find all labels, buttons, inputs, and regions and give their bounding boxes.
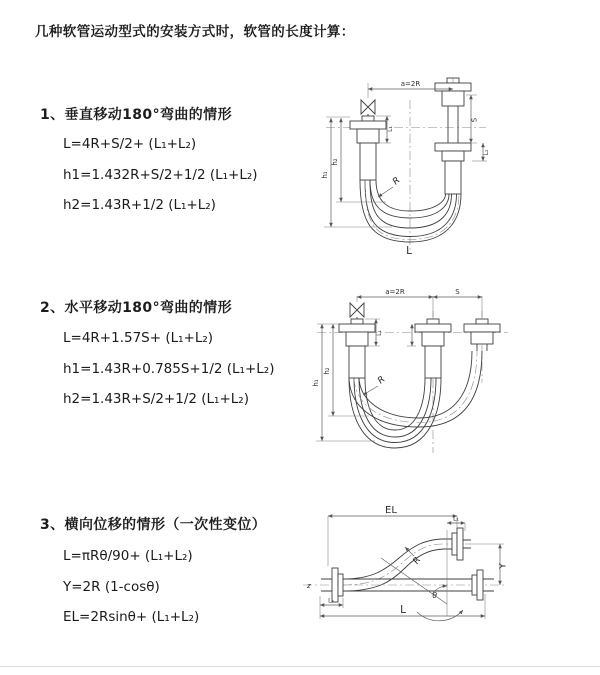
formula-h2: h2=1.43R+S/2+1/2 (L₁+L₂) <box>63 391 249 407</box>
hose-arc <box>349 378 441 448</box>
label-s: S <box>455 288 460 296</box>
page-bottom-rule <box>0 666 600 667</box>
label-h1: h₁ <box>312 379 320 387</box>
label-r: R <box>411 555 424 567</box>
hose-arc <box>370 180 449 218</box>
braid-section <box>360 143 376 180</box>
formula-L: L=πRθ/90+ (L₁+L₂) <box>63 548 193 564</box>
formula-h2: h2=1.43R+1/2 (L₁+L₂) <box>63 197 216 213</box>
section-2-heading: 2、水平移动180°弯曲的情形 <box>40 300 232 316</box>
dimension-l2 <box>320 598 343 609</box>
label-l2: L₂ <box>483 149 490 156</box>
label-theta: θ <box>432 591 437 600</box>
label-r: R <box>376 374 388 387</box>
hose-arc-moved <box>359 351 472 418</box>
hose-centerline-arc <box>354 351 477 423</box>
label-l2: L₂ <box>328 597 334 605</box>
label-h2: h₂ <box>323 367 331 375</box>
hose-assembly <box>321 528 494 602</box>
braid-section <box>349 346 365 378</box>
label-h1: h₁ <box>321 171 329 179</box>
hose-arc <box>359 378 431 437</box>
label-a2r: a=2R <box>400 80 421 88</box>
label-a2r: a=2R <box>385 288 405 296</box>
formula-Y: Y=2R (1-cosθ) <box>63 578 160 595</box>
label-l: L <box>400 604 406 616</box>
label-y: Y <box>498 563 509 569</box>
radius-callout <box>363 375 387 395</box>
right-pipe <box>448 106 458 143</box>
label-l1: L₁ <box>387 126 394 132</box>
label-h2: h₂ <box>331 158 339 166</box>
hose-assembly <box>339 303 500 448</box>
hose-arc-moved <box>349 351 482 427</box>
middle-flange <box>415 319 451 378</box>
formula-L: L=4R+1.57S+ (L₁+L₂) <box>63 330 214 346</box>
label-s: S <box>470 117 479 123</box>
diagram-horizontal-180-bend <box>303 283 595 458</box>
diagram-vertical-180-bend <box>308 70 593 258</box>
left-flange <box>350 116 386 180</box>
construction-geometry <box>306 530 463 621</box>
dimensions <box>312 288 482 441</box>
formula-h1: h1=1.432R+S/2+1/2 (L₁+L₂) <box>63 166 258 183</box>
braid-section <box>445 161 461 194</box>
dimension-s <box>466 95 479 143</box>
left-flange <box>338 574 343 596</box>
dimensions <box>321 78 490 257</box>
label-el: EL <box>385 505 397 516</box>
section-lateral-displacement <box>40 514 266 633</box>
radius-callout <box>378 176 402 197</box>
label-r: R <box>391 175 403 188</box>
hose-assembly <box>350 78 471 242</box>
section-3-heading: 3、横向位移的情形（一次性变位） <box>40 517 267 533</box>
raised-flange <box>452 533 457 555</box>
label-length: L <box>406 245 412 257</box>
hose-arc <box>354 378 436 443</box>
right-flange <box>477 570 483 600</box>
raised-flange <box>457 528 463 560</box>
hose-arc <box>376 180 446 211</box>
section-3-formulas <box>63 541 266 633</box>
right-flange <box>472 575 477 595</box>
left-flange <box>339 319 375 378</box>
formula-L: L=4R+S/2+ (L₁+L₂) <box>63 136 197 152</box>
formula-h1: h1=1.43R+0.785S+1/2 (L₁+L₂) <box>63 360 275 377</box>
section-1-formulas <box>63 129 258 221</box>
valve-icon <box>350 303 364 319</box>
formula-EL: EL=2Rsinθ+ (L₁+L₂) <box>63 609 200 625</box>
section-2-formulas <box>63 323 274 415</box>
dimension-l <box>320 594 485 619</box>
radius-callout <box>405 547 423 566</box>
diagram-lateral-displacement <box>295 498 600 650</box>
valve-icon <box>361 100 375 116</box>
label-l1: L₁ <box>376 330 383 336</box>
label-l1: L₁ <box>453 515 459 523</box>
page-title: 几种软管运动型式的安装方式时，软管的长度计算： <box>35 24 355 40</box>
label-z-mark: z <box>307 582 311 590</box>
dimension-l2 <box>472 143 490 161</box>
right-flange-lower <box>435 143 471 194</box>
section-horizontal-movement <box>40 297 274 415</box>
section-1-heading: 1、垂直移动180°弯曲的情形 <box>40 107 232 123</box>
dimension-a2r <box>357 288 482 317</box>
hose-arc <box>365 378 425 430</box>
braid-section <box>425 346 441 378</box>
dimension-s <box>433 288 482 297</box>
dimension-el <box>328 505 457 566</box>
section-vertical-movement <box>40 104 258 221</box>
